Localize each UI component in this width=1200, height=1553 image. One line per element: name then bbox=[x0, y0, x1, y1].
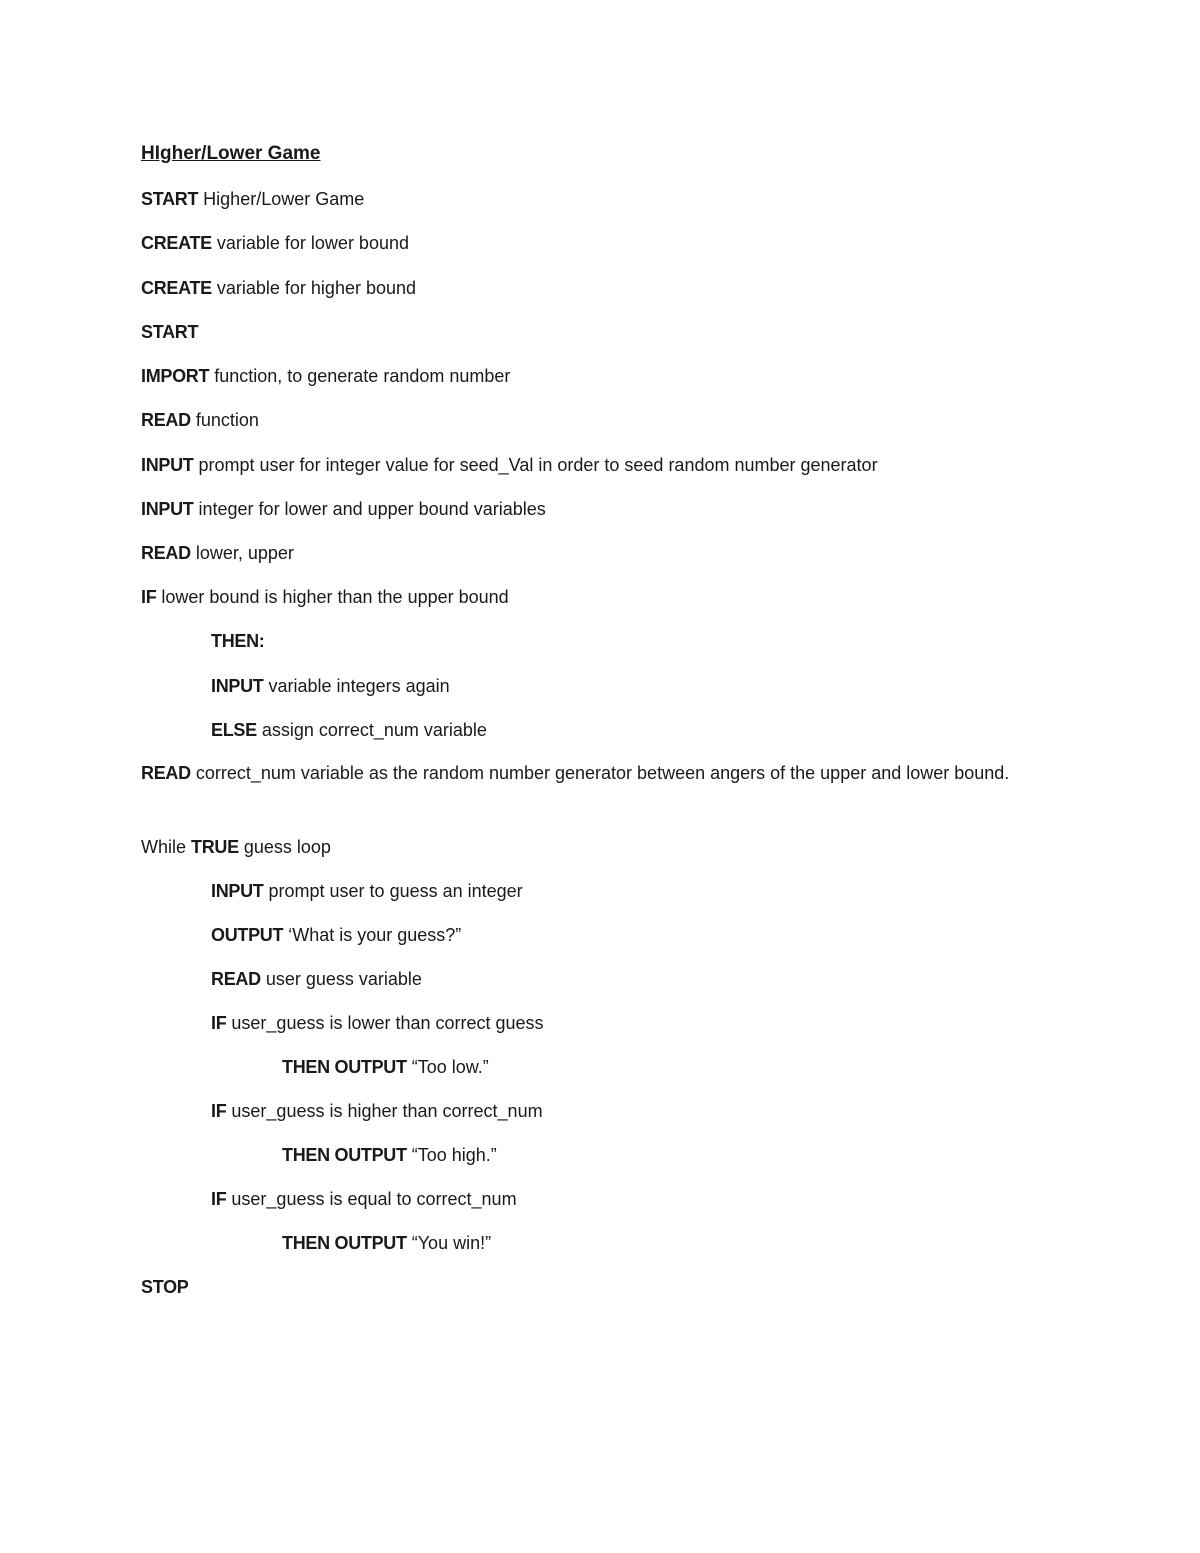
line-output-you-win bbox=[282, 1231, 491, 1255]
line-if-higher bbox=[211, 1099, 543, 1123]
line-text: integer for lower and upper bound variables bbox=[193, 499, 546, 519]
line-text: lower, upper bbox=[190, 543, 294, 563]
line-input-seed bbox=[141, 453, 878, 477]
keyword: READ bbox=[211, 969, 261, 989]
line-text: “Too low.” bbox=[406, 1057, 489, 1077]
keyword: INPUT bbox=[141, 499, 194, 519]
line-input-guess bbox=[211, 879, 523, 903]
keyword: START bbox=[141, 189, 199, 209]
line-text: lower bound is higher than the upper bound bbox=[156, 587, 509, 607]
line-stop bbox=[141, 1275, 188, 1299]
line-if-bounds bbox=[141, 585, 509, 609]
line-text: assign correct_num variable bbox=[256, 720, 487, 740]
line-else bbox=[211, 718, 487, 742]
line-then bbox=[211, 629, 265, 653]
line-if-lower bbox=[211, 1011, 544, 1035]
line-text: user_guess is lower than correct guess bbox=[226, 1013, 544, 1033]
keyword: CREATE bbox=[141, 278, 212, 298]
document-title: HIgher/Lower Game bbox=[141, 143, 321, 164]
line-text: correct_num variable as the random number generator between angers of the upper and lower bound. bbox=[190, 763, 1010, 783]
keyword: STOP bbox=[141, 1277, 189, 1297]
line-while-loop bbox=[141, 835, 331, 859]
line-text: user guess variable bbox=[260, 969, 422, 989]
line-text: variable integers again bbox=[263, 676, 450, 696]
line-read-correct-num bbox=[141, 758, 1041, 788]
line-read-guess bbox=[211, 967, 422, 991]
keyword: THEN: bbox=[211, 631, 265, 651]
keyword: IF bbox=[211, 1013, 227, 1033]
line-create-higher bbox=[141, 276, 416, 300]
line-input-bounds bbox=[141, 497, 546, 521]
line-text: user_guess is higher than correct_num bbox=[226, 1101, 543, 1121]
line-text: “Too high.” bbox=[406, 1145, 497, 1165]
line-input-again bbox=[211, 674, 450, 698]
line-output-question bbox=[211, 923, 461, 947]
keyword: THEN OUTPUT bbox=[282, 1233, 407, 1253]
line-start-game bbox=[141, 187, 364, 211]
keyword: READ bbox=[141, 543, 191, 563]
line-text: variable for lower bound bbox=[211, 233, 409, 253]
line-text: user_guess is equal to correct_num bbox=[226, 1189, 517, 1209]
keyword: INPUT bbox=[211, 881, 264, 901]
line-text: guess loop bbox=[238, 837, 331, 857]
line-text: prompt user for integer value for seed_Val in order to seed random number generator bbox=[193, 455, 878, 475]
line-text: Higher/Lower Game bbox=[198, 189, 365, 209]
line-text: function bbox=[190, 410, 259, 430]
line-import bbox=[141, 364, 510, 388]
line-text: “You win!” bbox=[406, 1233, 492, 1253]
keyword: IMPORT bbox=[141, 366, 210, 386]
line-if-equal bbox=[211, 1187, 517, 1211]
keyword: START bbox=[141, 322, 199, 342]
line-text: function, to generate random number bbox=[209, 366, 511, 386]
keyword: THEN OUTPUT bbox=[282, 1057, 407, 1077]
line-read-function bbox=[141, 408, 259, 432]
keyword: IF bbox=[141, 587, 157, 607]
line-text: prompt user to guess an integer bbox=[263, 881, 523, 901]
line-output-too-low bbox=[282, 1055, 489, 1079]
keyword: IF bbox=[211, 1101, 227, 1121]
line-text: variable for higher bound bbox=[211, 278, 417, 298]
keyword: IF bbox=[211, 1189, 227, 1209]
line-output-too-high bbox=[282, 1143, 497, 1167]
keyword: TRUE bbox=[191, 837, 239, 857]
line-create-lower bbox=[141, 231, 409, 255]
line-text: ‘What is your guess?” bbox=[283, 925, 462, 945]
line-start bbox=[141, 320, 198, 344]
line-prefix: While bbox=[141, 837, 192, 857]
keyword: CREATE bbox=[141, 233, 212, 253]
keyword: THEN OUTPUT bbox=[282, 1145, 407, 1165]
line-read-bounds bbox=[141, 541, 294, 565]
keyword: READ bbox=[141, 410, 191, 430]
keyword: READ bbox=[141, 763, 191, 783]
keyword: ELSE bbox=[211, 720, 257, 740]
keyword: INPUT bbox=[141, 455, 194, 475]
keyword: OUTPUT bbox=[211, 925, 284, 945]
keyword: INPUT bbox=[211, 676, 264, 696]
